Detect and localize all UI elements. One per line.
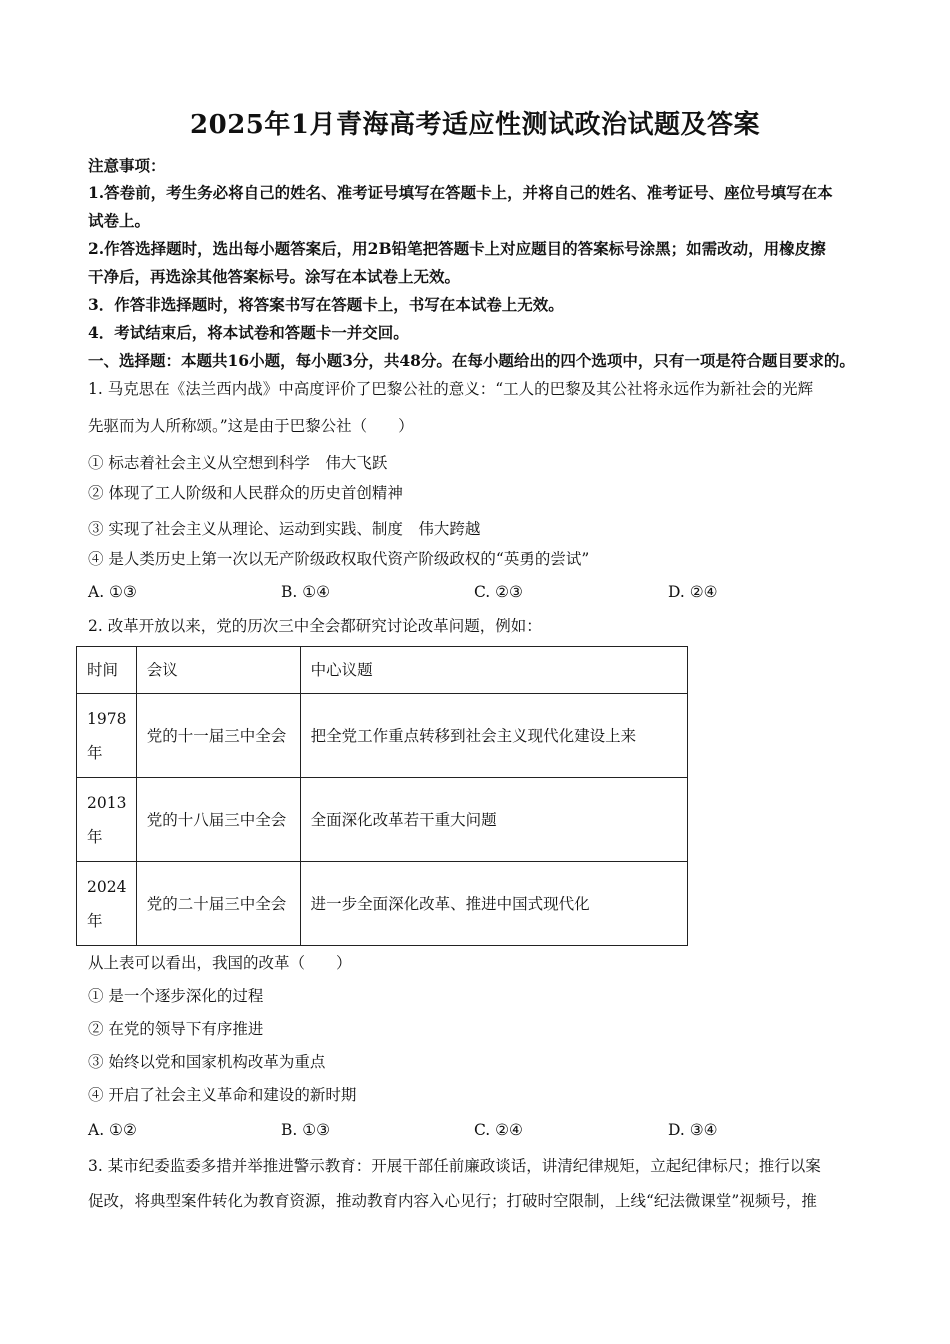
q1-stem-line: 1. 马克思在《法兰西内战》中高度评价了巴黎公社的意义：“工人的巴黎及其公社将永远作为新社会的光辉	[88, 380, 814, 398]
notice-line: 2.作答选择题时，选出每小题答案后，用2B铅笔把答题卡上对应题目的答案标号涂黑；如需改动，用橡皮擦	[88, 239, 826, 258]
notice-line: 试卷上。	[88, 211, 151, 230]
q1-item: ① 标志着社会主义从空想到科学 伟大飞跃	[88, 454, 388, 472]
notice-line: 1.答卷前，考生务必将自己的姓名、准考证号填写在答题卡上，并将自己的姓名、准考证号、座位号填写在本	[88, 183, 833, 202]
table-cell: 党的二十届三中全会	[136, 862, 300, 946]
q3-stem-line: 3. 某市纪委监委多措并举推进警示教育：开展干部任前廉政谈话，讲清纪律规矩，立起纪律标尺；推行以案	[88, 1157, 821, 1175]
q1-item: ② 体现了工人阶级和人民群众的历史首创精神	[88, 484, 403, 502]
table-cell: 2013年	[77, 778, 137, 862]
q1-item: ③ 实现了社会主义从理论、运动到实践、制度 伟大跨越	[88, 520, 481, 538]
notice-line: 4．考试结束后，将本试卷和答题卡一并交回。	[88, 323, 409, 342]
table-header-row	[77, 647, 688, 694]
q1-stem-line: 先驱而为人所称颂。”这是由于巴黎公社（ ）	[88, 417, 414, 435]
q2-item: ④ 开启了社会主义革命和建设的新时期	[88, 1086, 357, 1104]
table-cell: 党的十一届三中全会	[136, 694, 300, 778]
table-cell: 2024年	[77, 862, 137, 946]
document-title: 2025年1月青海高考适应性测试政治试题及答案	[190, 110, 760, 140]
notice-line: 干净后，再选涂其他答案标号。涂写在本试卷上无效。	[88, 267, 461, 286]
option-c: C. ②③	[474, 583, 523, 601]
option-b: B. ①③	[281, 1121, 331, 1139]
q2-question: 从上表可以看出，我国的改革（ ）	[88, 954, 352, 972]
table-cell: 党的十八届三中全会	[136, 778, 300, 862]
table-header-cell: 会议	[136, 647, 300, 694]
q3-stem-line: 促改，将典型案件转化为教育资源，推动教育内容入心见行；打破时空限制，上线“纪法微课堂”视频号，推	[88, 1192, 817, 1210]
table-row	[77, 778, 688, 862]
table-header-cell: 中心议题	[300, 647, 687, 694]
q2-item: ② 在党的领导下有序推进	[88, 1020, 264, 1038]
table-cell: 1978年	[77, 694, 137, 778]
table-header-cell: 时间	[77, 647, 137, 694]
option-c: C. ②④	[474, 1121, 523, 1139]
notice-heading: 注意事项：	[88, 156, 166, 175]
option-d: D. ③④	[668, 1121, 718, 1139]
option-b: B. ①④	[281, 583, 331, 601]
q2-options	[88, 1120, 878, 1140]
table-cell: 进一步全面深化改革、推进中国式现代化	[300, 862, 687, 946]
option-a: A. ①③	[88, 583, 137, 601]
table-cell: 全面深化改革若干重大问题	[300, 778, 687, 862]
option-d: D. ②④	[668, 583, 718, 601]
table-cell: 把全党工作重点转移到社会主义现代化建设上来	[300, 694, 687, 778]
option-a: A. ①②	[88, 1121, 137, 1139]
q1-options	[88, 582, 878, 602]
plenum-table	[76, 646, 688, 946]
q2-stem: 2. 改革开放以来，党的历次三中全会都研究讨论改革问题，例如：	[88, 617, 542, 635]
q2-item: ③ 始终以党和国家机构改革为重点	[88, 1053, 326, 1071]
table-row	[77, 694, 688, 778]
q2-item: ① 是一个逐步深化的过程	[88, 987, 264, 1005]
section-heading: 一、选择题：本题共16小题，每小题3分，共48分。在每小题给出的四个选项中，只有一项是符合题目要求的。	[88, 351, 855, 370]
q1-item: ④ 是人类历史上第一次以无产阶级政权取代资产阶级政权的“英勇的尝试”	[88, 550, 590, 568]
notice-line: 3．作答非选择题时，将答案书写在答题卡上，书写在本试卷上无效。	[88, 295, 564, 314]
table-row	[77, 862, 688, 946]
